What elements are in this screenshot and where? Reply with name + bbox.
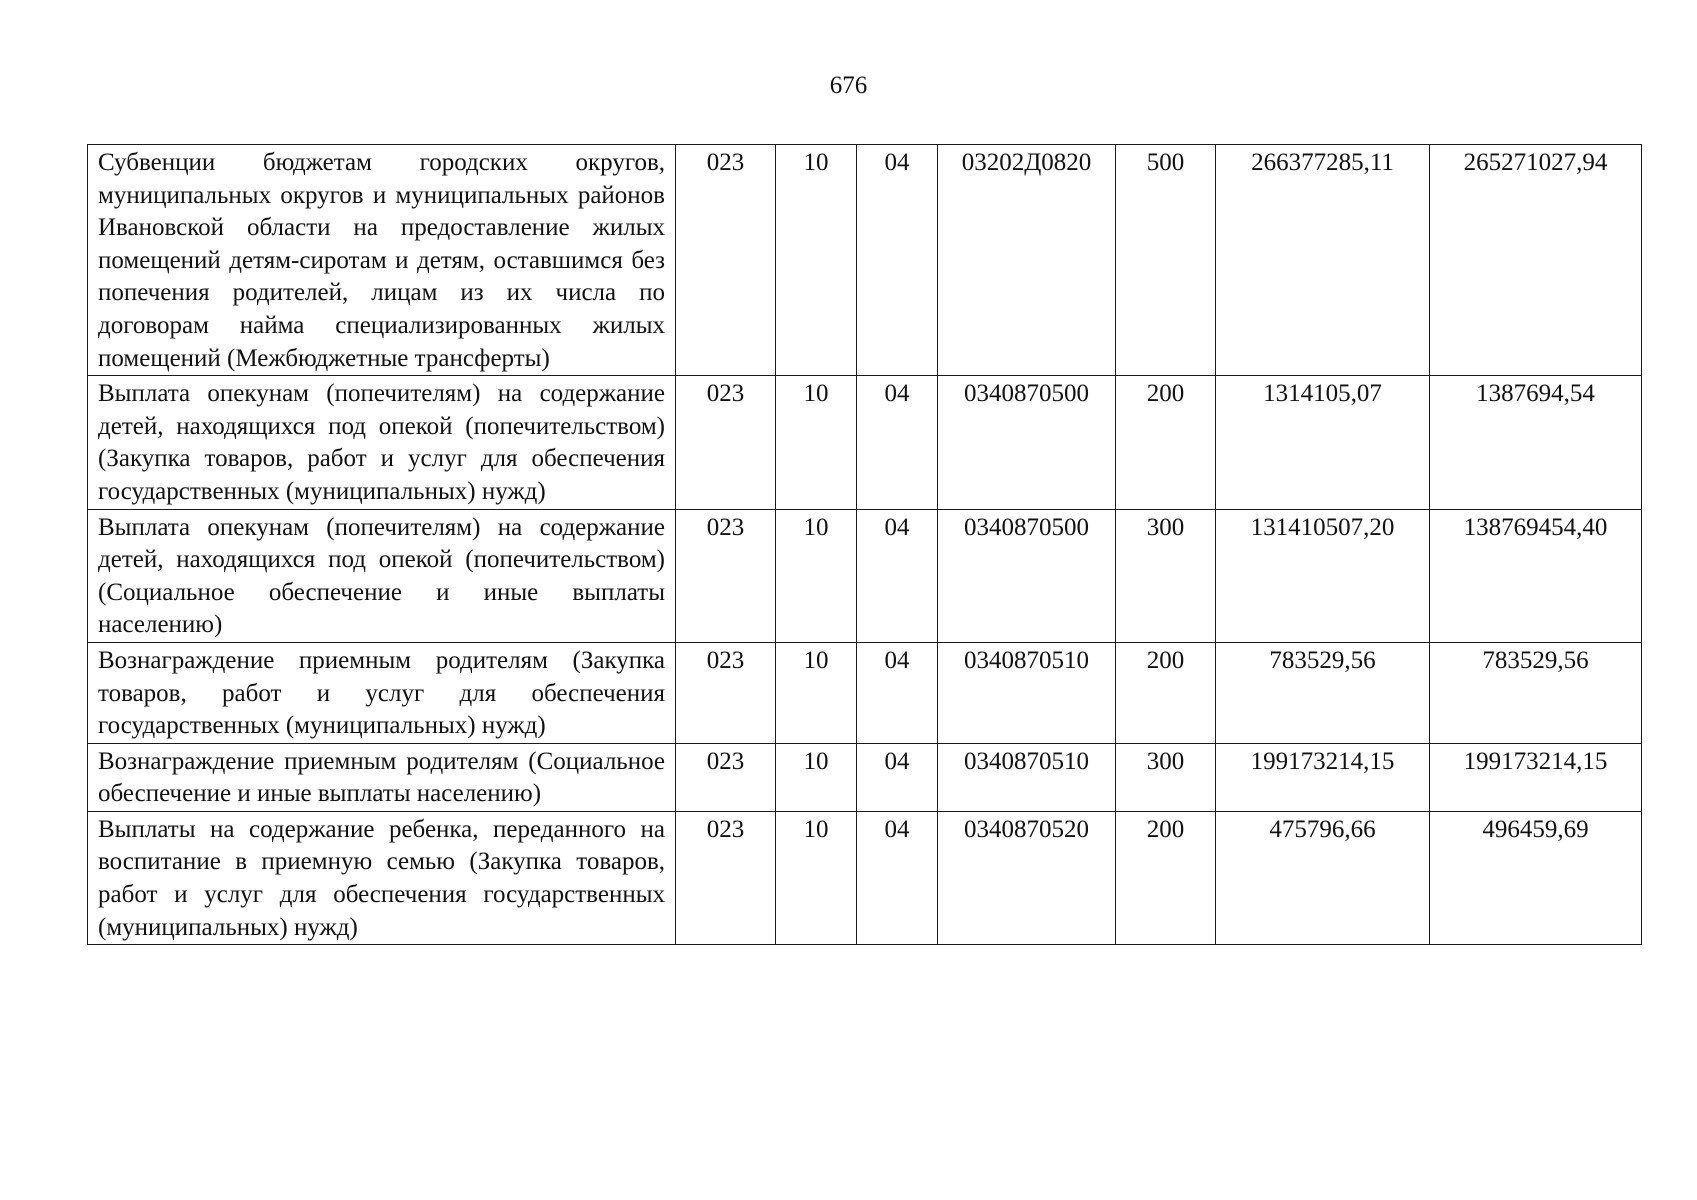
amount-year-1: 266377285,11 (1216, 145, 1430, 376)
amount-year-2: 1387694,54 (1430, 376, 1642, 509)
subsection-code: 04 (857, 642, 938, 743)
amount-year-2: 199173214,15 (1430, 743, 1642, 811)
target-article-code: 0340870510 (938, 642, 1116, 743)
expense-type-code: 300 (1116, 509, 1216, 642)
subsection-code: 04 (857, 376, 938, 509)
page-number: 676 (829, 72, 868, 99)
table-row (88, 145, 1642, 376)
subsection-code: 04 (857, 509, 938, 642)
subsection-code: 04 (857, 145, 938, 376)
section-code: 10 (776, 642, 857, 743)
row-description: Субвенции бюджетам городских округов, муниципальных округов и муниципальных районов Ивановской области на предоставление жилых помещений детям-сиротам и детям, оставшимся без попечения родителей, лицам из их числа по договорам найма специализированных жилых помещений (Межбюджетные трансферты) (88, 145, 676, 376)
subsection-code: 04 (857, 811, 938, 944)
amount-year-1: 783529,56 (1216, 642, 1430, 743)
amount-year-1: 475796,66 (1216, 811, 1430, 944)
row-description: Вознаграждение приемным родителям (Социальное обеспечение и иные выплаты населению) (88, 743, 676, 811)
table-row (88, 642, 1642, 743)
table-row (88, 376, 1642, 509)
target-article-code: 0340870500 (938, 376, 1116, 509)
ministry-code: 023 (676, 509, 776, 642)
target-article-code: 0340870520 (938, 811, 1116, 944)
section-code: 10 (776, 145, 857, 376)
section-code: 10 (776, 743, 857, 811)
expense-type-code: 200 (1116, 376, 1216, 509)
expense-type-code: 500 (1116, 145, 1216, 376)
table-row (88, 743, 1642, 811)
section-code: 10 (776, 509, 857, 642)
ministry-code: 023 (676, 376, 776, 509)
subsection-code: 04 (857, 743, 938, 811)
amount-year-2: 138769454,40 (1430, 509, 1642, 642)
amount-year-2: 496459,69 (1430, 811, 1642, 944)
target-article-code: 03202Д0820 (938, 145, 1116, 376)
row-description: Выплата опекунам (попечителям) на содержание детей, находящихся под опекой (попечительством) (Закупка товаров, работ и услуг для обеспечения государственных (муниципальных) нужд) (88, 376, 676, 509)
table-row (88, 509, 1642, 642)
section-code: 10 (776, 376, 857, 509)
target-article-code: 0340870510 (938, 743, 1116, 811)
amount-year-2: 783529,56 (1430, 642, 1642, 743)
row-description: Вознаграждение приемным родителям (Закупка товаров, работ и услуг для обеспечения государственных (муниципальных) нужд) (88, 642, 676, 743)
budget-table (87, 144, 1642, 945)
ministry-code: 023 (676, 743, 776, 811)
row-description: Выплаты на содержание ребенка, переданного на воспитание в приемную семью (Закупка товаров, работ и услуг для обеспечения государственных (муниципальных) нужд) (88, 811, 676, 944)
amount-year-1: 1314105,07 (1216, 376, 1430, 509)
target-article-code: 0340870500 (938, 509, 1116, 642)
amount-year-1: 131410507,20 (1216, 509, 1430, 642)
amount-year-2: 265271027,94 (1430, 145, 1642, 376)
expense-type-code: 200 (1116, 811, 1216, 944)
ministry-code: 023 (676, 145, 776, 376)
table-row (88, 811, 1642, 944)
ministry-code: 023 (676, 811, 776, 944)
expense-type-code: 300 (1116, 743, 1216, 811)
section-code: 10 (776, 811, 857, 944)
expense-type-code: 200 (1116, 642, 1216, 743)
row-description: Выплата опекунам (попечителям) на содержание детей, находящихся под опекой (попечительством) (Социальное обеспечение и иные выплаты населению) (88, 509, 676, 642)
ministry-code: 023 (676, 642, 776, 743)
amount-year-1: 199173214,15 (1216, 743, 1430, 811)
